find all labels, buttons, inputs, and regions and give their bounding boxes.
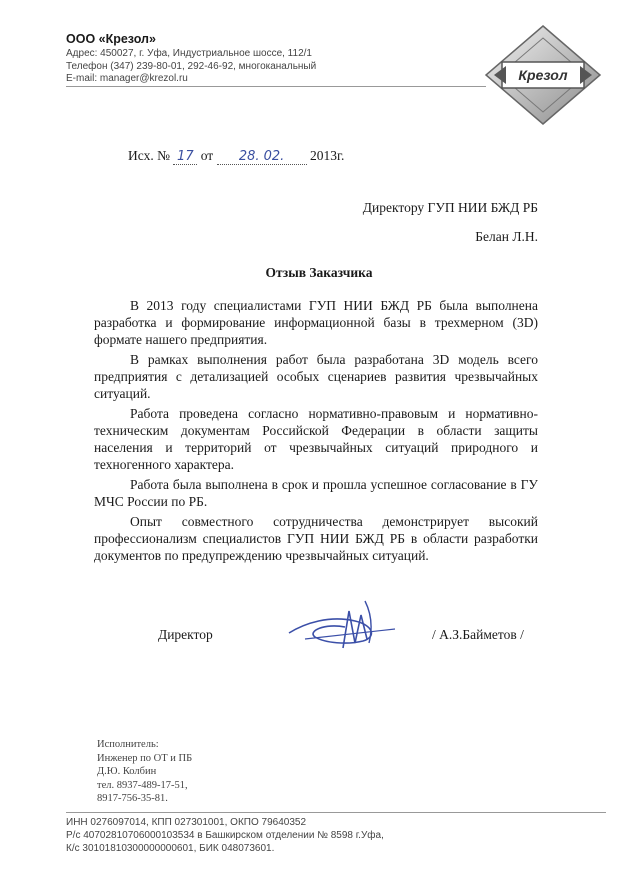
outgoing-year: 2013г. bbox=[309, 148, 345, 163]
outgoing-prefix: Исх. № bbox=[128, 148, 170, 163]
company-name: ООО «Крезол» bbox=[66, 32, 156, 46]
executor-line: Инженер по ОТ и ПБ bbox=[97, 752, 193, 764]
handwritten-signature bbox=[285, 593, 405, 653]
executor-line: Д.Ю. Колбин bbox=[97, 766, 157, 777]
bank-details-footer bbox=[66, 816, 384, 855]
footer-line: К/с 30101810300000000601, БИК 048073601. bbox=[66, 843, 275, 854]
paragraph: В 2013 году специалистами ГУП НИИ БЖД РБ была выполнена разработка и формирование информационной базы в трехмерном (3D) формате нашего предприятия. bbox=[94, 298, 538, 347]
signer-name: / А.З.Байметов / bbox=[432, 627, 524, 642]
footer-line: ИНН 0276097014, КПП 027301001, ОКПО 79640352 bbox=[66, 817, 307, 828]
paragraph: Опыт совместного сотрудничества демонстрирует высокий профессионализм специалистов ГУП НИИ БЖД РБ в области разработки документов по предупреждению чрезвычайных ситуаций. bbox=[94, 514, 538, 563]
letter-body bbox=[94, 297, 538, 567]
executor-line: Исполнитель: bbox=[97, 739, 159, 750]
addressee-line-1: Директору ГУП НИИ БЖД РБ bbox=[362, 200, 538, 215]
footer-divider bbox=[66, 812, 606, 813]
signer-role: Директор bbox=[158, 627, 213, 642]
paragraph: Работа проведена согласно нормативно-правовым и нормативно-техническим документам Российской Федерации в области защиты населения и территорий от чрезвычайных ситуаций природного и техногенного характера. bbox=[94, 406, 538, 472]
executor-line: тел. 8937-489-17-51, bbox=[97, 779, 188, 791]
paragraph: В рамках выполнения работ была разработана 3D модель всего предприятия с детализацией особых сценариев развития чрезвычайных ситуаций. bbox=[94, 352, 538, 401]
document-title: Отзыв Заказчика bbox=[265, 265, 373, 280]
executor-line: 8917-756-35-81. bbox=[97, 793, 168, 804]
logo-text: Крезол bbox=[518, 67, 568, 83]
addressee-line-2: Белан Л.Н. bbox=[475, 229, 538, 244]
letterhead bbox=[66, 32, 316, 86]
company-phone: Телефон (347) 239-80-01, 292-46-92, многоканальный bbox=[66, 60, 317, 72]
outgoing-date: 28. 02. bbox=[217, 149, 307, 165]
executor-block bbox=[97, 738, 192, 806]
outgoing-from: от bbox=[200, 148, 214, 163]
outgoing-reference bbox=[128, 148, 344, 165]
header-divider bbox=[66, 86, 486, 87]
company-email: E-mail: manager@krezol.ru bbox=[66, 73, 188, 84]
paragraph: Работа была выполнена в срок и прошла успешное согласование в ГУ МЧС России по РБ. bbox=[94, 477, 538, 509]
footer-line: Р/с 40702810706000103534 в Башкирском отделении № 8598 г.Уфа, bbox=[66, 830, 384, 841]
company-address: Адрес: 450027, г. Уфа, Индустриальное шоссе, 112/1 bbox=[66, 48, 312, 59]
company-logo bbox=[484, 24, 602, 126]
outgoing-number: 17 bbox=[173, 149, 197, 165]
